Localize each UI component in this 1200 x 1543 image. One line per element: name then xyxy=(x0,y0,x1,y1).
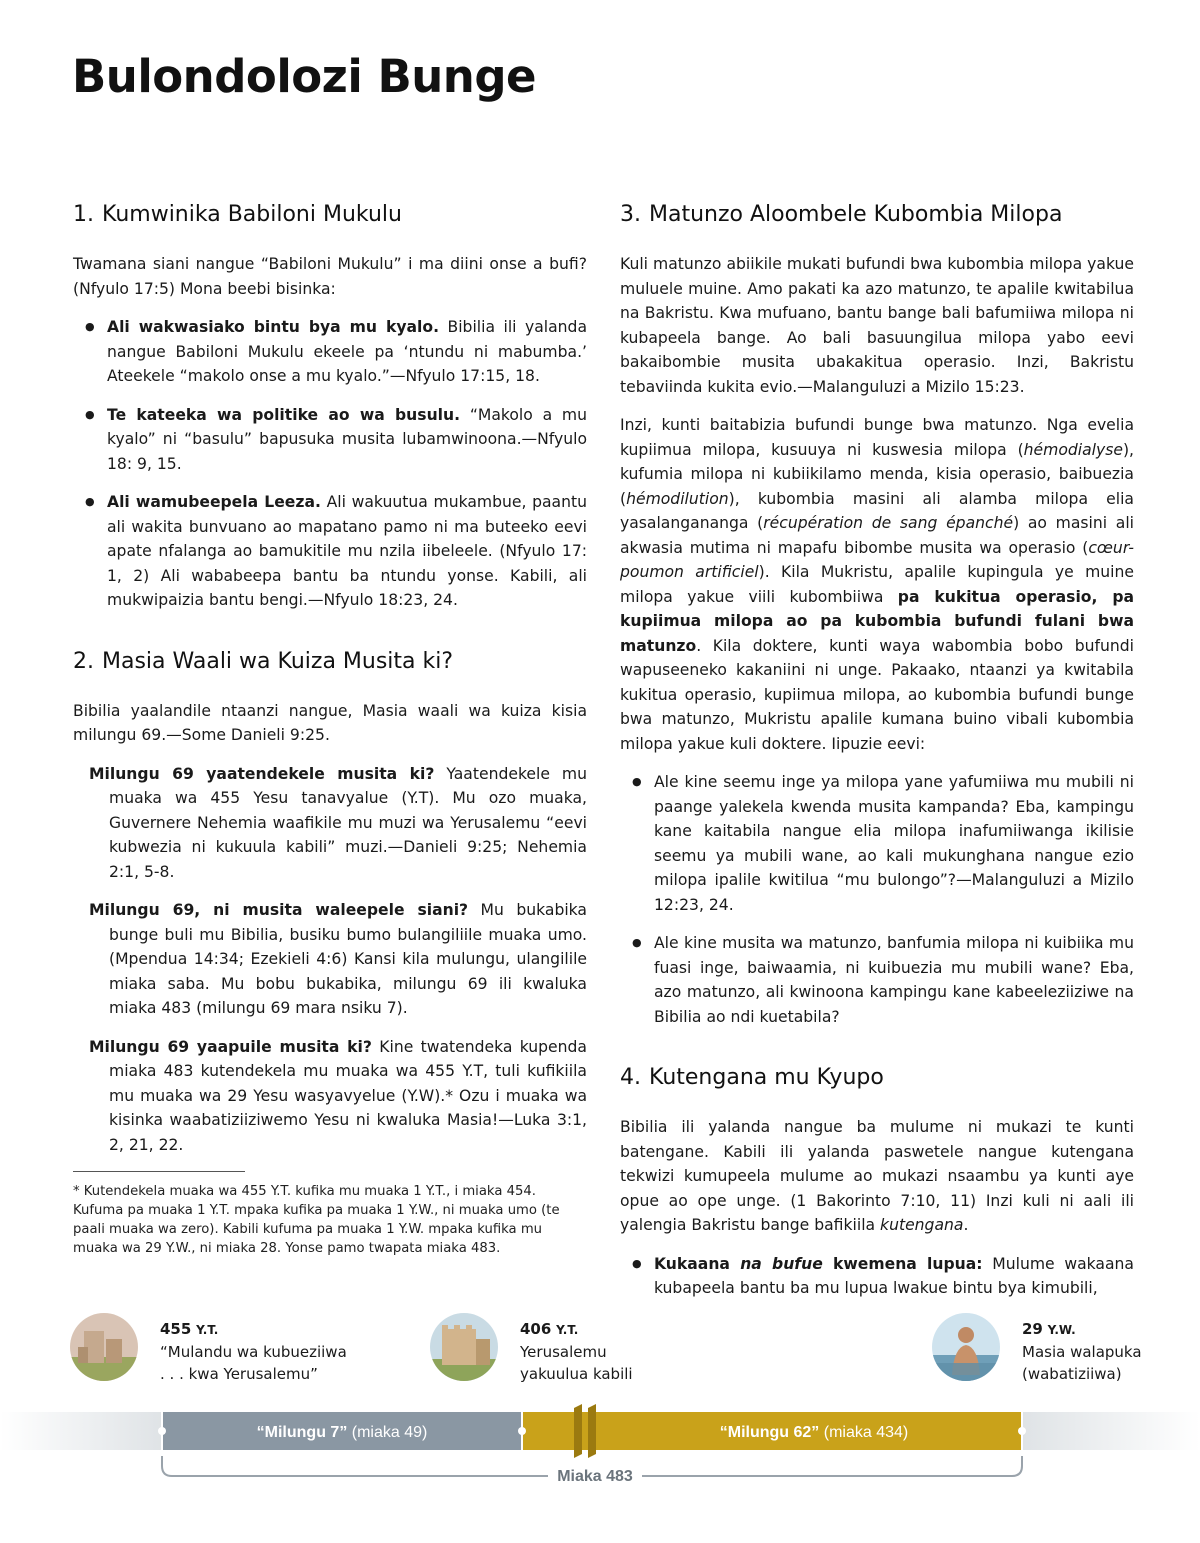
section-number: 3. xyxy=(620,202,641,227)
event-year xyxy=(160,1318,347,1341)
section-2-item xyxy=(73,1035,587,1158)
text-run: Inzi, kunti baitabizia bufundi bunge bwa matunzo. Nga evelia kupiimua milopa, kusuuya ni kuswesia milopa ( xyxy=(620,416,1134,459)
item-bold: Milungu 69, ni musita waleepele siani? xyxy=(89,901,469,919)
segment-2-sub: (miaka 434) xyxy=(819,1424,909,1441)
italic-term: récupération de sang épanché xyxy=(763,514,1014,532)
year-era: Y.T. xyxy=(196,1323,219,1337)
section-number: 4. xyxy=(620,1065,641,1090)
timeline-fade-left xyxy=(0,1412,162,1450)
text-run: ). Kila Mukristu, apalile kupingula ye muine milopa yakue viili kubombiiwa xyxy=(620,563,1134,606)
section-2-heading xyxy=(73,647,587,677)
text-run: ), kufumia milopa ni kubiikilamo menda, kisia operasio, baibuezia ( xyxy=(620,440,1134,508)
bullet-bold: Kukaana xyxy=(654,1254,741,1273)
tick-dot xyxy=(158,1427,166,1435)
jerusalem-walls-icon xyxy=(430,1313,498,1381)
event-455-label xyxy=(160,1318,347,1385)
brace-left xyxy=(162,1456,548,1476)
section-4-para xyxy=(620,1115,1134,1238)
year-number: 455 xyxy=(160,1320,192,1338)
text-run: Bibilia ili yalanda nangue ba mulume ni mukazi te kunti batengane. Kabili ili yalanda paswetele nangue kutengana tekwizi kumupeela mulume ao mukazi nsaambu ya kunti aye opue ao ope unge. (1 Bakorinto 7:10, 11) Inzi kuli ni aali ili yalengia Bakristu bange bafikiila xyxy=(620,1118,1134,1234)
segment-1-sub: (miaka 49) xyxy=(347,1424,428,1441)
event-year xyxy=(1022,1318,1142,1341)
segment-1-label xyxy=(257,1424,428,1441)
italic-term: hémodialyse xyxy=(1023,440,1123,459)
event-line: . . . kwa Yerusalemu” xyxy=(160,1365,318,1383)
event-406-label xyxy=(520,1318,633,1385)
text-run: . xyxy=(963,1216,969,1234)
event-year xyxy=(520,1318,633,1341)
section-number: 1. xyxy=(73,202,94,227)
jerusalem-ruins-icon xyxy=(70,1313,138,1381)
section-title: Kutengana mu Kyupo xyxy=(649,1065,884,1090)
timeline-fade-right xyxy=(1022,1412,1200,1450)
bold-phrase: pa kukitua operasio, pa kupiimua milopa ao pa kubombia bufundi fulani bwa matunzo xyxy=(620,587,1135,655)
bullet-bold-italic: na bufue xyxy=(740,1254,823,1273)
section-number: 2. xyxy=(73,648,94,674)
bullet-text: Ali wakuutua mukambue, paantu ali wakita bunvuano ao mapatano pamo ni ma buteeko eevi apate nfalanga ao bamukitile mu nzila iibeleele. (Nfyulo 17: 1, 2) Ali wababeepa bantu ba ntundu yonse. Kabili, ali mukwipaizia bantu bengi.—Nfyulo 18:23, 24. xyxy=(107,493,587,609)
event-29-label xyxy=(1022,1318,1142,1385)
jesus-baptism-icon xyxy=(932,1313,1000,1381)
event-line: “Mulandu wa kubueziiwa xyxy=(160,1343,347,1361)
segment-2-title: “Milungu 62” xyxy=(719,1424,820,1441)
item-text: Kine twatendeka kupenda miaka 483 kutendekela mu muaka wa 455 Y.T, tuli kufikiila mu muaka wa 29 Yesu wasyavyelue (Y.W).* Ozu i muaka wa kisinka waabatiziiziwemo Yesu ni kwaluka Masia!—Luka 3:1, 2, 21, 22. xyxy=(109,1037,587,1154)
section-3-heading xyxy=(620,200,1134,230)
section-title: Kumwinika Babiloni Mukulu xyxy=(102,202,402,227)
section-3-para-1: Kuli matunzo abiikile mukati bufundi bwa kubombia milopa yakue muluele muine. Amo pakati ka azo matunzo, te apalile kwitabilua na Bakristu. Kwa mufuano, bantu bange bali bafumiiwa milopa ni kubapeela bange. Ao bali basuungilua milopa yabo eevi bakaibombie musita ubakakitua operasio. Inzi, Bakristu tebaviinda kukita evio.—Malanguluzi a Mizilo 15:23. xyxy=(620,255,1134,396)
section-1-heading xyxy=(73,200,587,230)
footnote-divider xyxy=(73,1171,245,1172)
text-run: . Kila doktere, kunti waya wabombia bobo bufundi wapuseeneko kakaniini ni unge. Pakaako, ntaanzi ya kwitabila kukitua operasio, kupiimua milopa, ao kubombia bufundi bunge bwa matunzo, Mukristu apalile kumana buino vibali kubombia milopa yakue kuli doktere. Iipuzie eevi: xyxy=(620,636,1134,753)
year-era: Y.W. xyxy=(1047,1323,1076,1337)
event-line: Masia walapuka xyxy=(1022,1343,1142,1361)
bullet-bold: kwemena lupua: xyxy=(822,1254,983,1273)
item-text: Mu bukabika bunge buli mu Bibilia, busiku bumo bulangiliile muaka umo. (Mpendua 14:34; Ezekieli 4:6) Kansi kila mulungu, ulangilile miaka saba. Mu bobu bukabika, milungu 69 ili kwaluka miaka 483 (milungu 69 mara nsiku 7). xyxy=(109,901,587,1017)
event-line: (wabatiziiwa) xyxy=(1022,1365,1122,1383)
section-3-para-2 xyxy=(620,413,1134,756)
italic-term: kutengana xyxy=(880,1216,964,1234)
bullet-item xyxy=(73,315,587,389)
timeline xyxy=(0,1300,1200,1500)
section-2-item xyxy=(73,898,587,1021)
section-1-bullets xyxy=(73,315,587,613)
right-column xyxy=(620,200,1134,1315)
bullet-bold: Ali wakwasiako bintu bya mu kyalo. xyxy=(107,318,440,336)
section-2-item xyxy=(73,762,587,885)
page-title: Bulondolozi Bunge xyxy=(72,50,537,103)
item-text: Yaatendekele mu muaka wa 455 Yesu tanavyalue (Y.T). Mu ozo muaka, Guvernere Nehemia waafikile mu muzi wa Yerusalemu “eevi kubwezia ni kukuula kabili” muzi.—Danieli 9:25; Nehemia 2:1, 5-8. xyxy=(109,764,587,881)
italic-term: hémodilution xyxy=(626,489,729,508)
bullet-item xyxy=(620,1252,1134,1301)
year-number: 406 xyxy=(520,1320,552,1338)
bullet-item xyxy=(73,490,587,613)
event-line: Yerusalemu xyxy=(520,1343,607,1361)
item-bold: Milungu 69 yaatendekele musita ki? xyxy=(89,764,435,783)
bullet-text: Mulume wakaana kubapeela bantu ba mu lupua lwakue bintu bya kimubili, xyxy=(654,1254,1134,1297)
brace-right xyxy=(642,1456,1022,1476)
item-bold: Milungu 69 yaapuile musita ki? xyxy=(89,1037,372,1056)
text-run: ) ao masini ali akwasia mutima ni mapafu bibombe musita wa operasio ( xyxy=(620,514,1134,557)
footnote: * Kutendekela muaka wa 455 Y.T. kufika mu muaka 1 Y.T., i miaka 454. Kufuma pa muaka 1 Y.T. mpaka kufika pa muaka 1 Y.W., ni muaka umo (te paali muaka wa zero). Kabili kufuma pa muaka 1 Y.W. mpaka kufika mu muaka wa 29 Y.W., ni miaka 28. Yonse pamo twapata miaka 483. xyxy=(73,1184,560,1256)
section-title: Matunzo Aloombele Kubombia Milopa xyxy=(649,202,1063,227)
bullet-item xyxy=(73,403,587,477)
italic-term: cœur-poumon artificiel xyxy=(620,538,1134,581)
bullet-bold: Te kateeka wa politike ao wa busulu. xyxy=(107,405,461,424)
section-2-intro: Bibilia yaalandile ntaanzi nangue, Masia waali wa kuiza kisia milungu 69.—Some Danieli 9:25. xyxy=(73,701,587,744)
section-3-bullets xyxy=(620,770,1134,1029)
tick-dot xyxy=(1018,1427,1026,1435)
section-1-intro: Twamana siani nangue “Babiloni Mukulu” i ma diini onse a bufi? (Nfyulo 17:5) Mona beebi bisinka: xyxy=(73,255,587,298)
segment-1-title: “Milungu 7” xyxy=(256,1424,348,1441)
bullet-item: ● Ale kine seemu inge ya milopa yane yafumiiwa mu mubili ni paange yalekela kwenda musita kampanda? Eba, kampingu kane kaitabila nangue elia milopa inafumiiwanga ikilisie seemu ya mubili wane, ao kali mukunghana nangue ezio milopa ipalile kwitilua “mu bulongo”?—Malanguluzi a Mizilo 12:23, 24. xyxy=(620,770,1134,917)
tick-dot xyxy=(518,1427,526,1435)
year-era: Y.T. xyxy=(556,1323,579,1337)
bullet-text: Bibilia ili yalanda nangue Babiloni Mukulu ekeele pa ‘ntundu ni mabumba.’ Ateekele “makolo onse a mu kyalo.”—Nfyulo 17:15, 18. xyxy=(107,318,587,385)
year-number: 29 xyxy=(1022,1320,1043,1338)
section-4-bullets xyxy=(620,1252,1134,1301)
left-column xyxy=(73,200,587,1258)
total-years-label: Miaka 483 xyxy=(557,1468,633,1485)
section-4-heading xyxy=(620,1063,1134,1093)
bullet-text: “Makolo a mu kyalo” ni “basulu” bapusuka musita lubamwinoona.—Nfyulo 18: 9, 15. xyxy=(107,405,587,473)
event-line: yakuulua kabili xyxy=(520,1365,633,1383)
segment-2-label xyxy=(720,1424,908,1441)
text-run: ), kubombia masini ali alamba milopa elia yasalangananga ( xyxy=(620,489,1134,532)
bullet-item: ● Ale kine musita wa matunzo, banfumia milopa ni kuibiika mu fuasi inge, baiwaamia, ni kuibuezia mu mubili wane? Eba, azo matunzo, ali kwinoona kampingu kane kabeeleziiziwe na Bibilia ao ndi kuetabila? xyxy=(620,931,1134,1029)
bullet-bold: Ali wamubeepela Leeza. xyxy=(107,493,321,511)
section-title: Masia Waali wa Kuiza Musita ki? xyxy=(102,648,454,674)
